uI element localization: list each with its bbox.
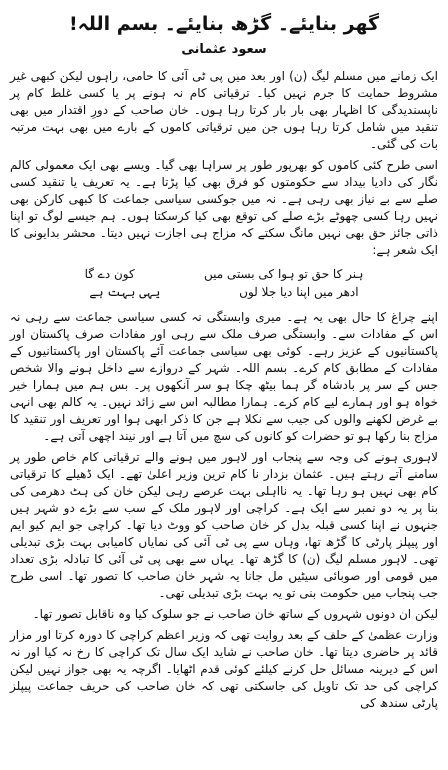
paragraph-4: لاہوری ہونے کی وجہ سے پنجاب اور لاہور میں ہونے والے ترقیاتی کام خاص طور پر سامنے آتے رہتے ہیں۔ عثمان بزدار نا کام ترین وزیر اعلیٰ تھے۔ ایک ڈھیلے کا ترقیاتی کام بھی نہیں ہو رہا تھا۔ یہ نااہلی بہت عرصے رہی لیکن خان کی ہٹ دھرمی کی بنا پر یہ دو نمبر سے ایک ہے۔ کراچی اور لاہور ملک کے سب سے بڑے دو شہر ہیں جنہوں نے اپنا کسی قبلہ بدل کر خان صاحب کو ووٹ دیا تھا۔ کراچی جو ایم کیو ایم اور پیپلز پارٹی کا گڑھ تھا، وہاں سے پی ٹی آئی کی نمایاں کامیابی بہت بڑی تبدیلی تھی۔ لاہور مسلم لیگ (ن) کا گڑھ تھا۔ یہاں سے بھی پی ٹی آئی کا تبادلہ بڑی تعداد میں قومی اور صوبائی سیٹیں مل جانا یہ شہر خان صاحب کا تصور تھا۔ اسی طرح جب پنجاب میں حکومت بنی تو یہ بہت بڑی تبدیلی تھی۔: [10, 450, 438, 600]
poem-couplet: [10, 265, 438, 301]
paragraph-2: اسی طرح کئی کاموں کو بھرپور طور پر سراہا بھی گیا۔ ویسے بھی ایک معمولی کالم نگار کی دادیا بیداد سے حکومتوں کو فرق بھی کیا پڑتا ہے۔ یہ تعریف یا تنقید کسی صلے سے بے نیاز بھی رہی ہے۔ نہ میں جوکسی سیاسی جماعت کا کبھی کارکن بھی نہیں رہا کسی چھوٹے بڑے صلے کی توقع بھی کیا کرسکتا ہوں۔ ہم جیسے لوگ تو اپنا ذاتی جائز حق بھی نہیں مانگ سکتے کہ مزاج ہی اجازت نہیں دیتا۔ محشر بدایونی کا ایک شعر ہے:: [10, 158, 438, 257]
poem-hemistich: ادھر میں اپنا دیا جلا لوں: [239, 285, 359, 299]
poem-hemistich: یہی بہت ہے: [89, 285, 161, 299]
poem-hemistich: ہنر کا حق تو ہوا کی بستی میں: [203, 267, 364, 281]
poem-hemistich: کون دے گا: [84, 267, 135, 281]
article-title: گھر بنایئے۔ گڑھ بنایئے۔ بسم اللہ!: [68, 13, 380, 35]
poem-line-2: [10, 283, 438, 301]
author-name: سعود عثمانی: [181, 42, 267, 57]
poem-line-1: [10, 265, 438, 283]
paragraph-3: اپنے چراغ کا حال بھی یہ ہے۔ میری وابستگی نہ کسی سیاسی جماعت سے رہی نہ اس کے مفادات سے۔ وابستگی صرف ملک سے رہی اور مفادات صرف پاکستان اور پاکستانیوں کے عزیز رہے۔ کوئی بھی سیاسی جماعت آئے پاکستان اور پاکستانیوں کے مفادات کے مطابق کام کرے۔ بسم اللہ۔ شہر کے دروازے سے داخل ہونے والا شخص جس کے سر پر بادشاہ گر ہما بیٹھ چکا ہو سر آنکھوں پر۔ بس ہم میں ہمارا خیر خواہ ہو اور ہمارے لیے کام کرے۔ ہمارا مطالبہ اس سے زائد نہیں۔ یہ کالم بھی انہی بے غرض لکھنے والوں کی جیب سے نکلا ہے جن کا ذکر ابھی ہوا اور تعریف اور تنقید کا مزاج بنا رکھا ہو تو حضرات کو کانوں کی سچ میں آتا ہے اور نیند اچھی آتی ہے۔: [10, 310, 438, 443]
paragraph-5: لیکن ان دونوں شہروں کے ساتھ خان صاحب نے جو سلوک کیا وہ ناقابل تصور تھا۔: [32, 607, 438, 621]
paragraph-6: وزارت عظمیٰ کے حلف کے بعد روایت تھی کہ وزیر اعظم کراچی کا دورہ کرتا اور مزار قائد پر حاضری دیتا تھا۔ خان صاحب نے شاید ایک سال تک کراچی کا رخ نہ کیا اور نہ اس کے دیرینہ مسائل حل کرنے کیلئے کوئی قدم اٹھایا۔ اگرچہ یہ بھی جواز نہیں لیکن کراچی کی حد تک تاویل کی جاسکتی تھی کہ خان صاحب کی حریف جماعت پیپلز پارٹی سندھ کی: [10, 628, 438, 710]
paragraph-1: ایک زمانے میں مسلم لیگ (ن) اور بعد میں پی ٹی آئی کا حامی، راہوں لیکن کبھی غیر مشروط حمایت کا جرم نہیں کیا۔ ترقیاتی کام نہ ہونے پر یا کسی غلط کام پر ناپسندیدگی کا اظہار بھی بار بار کرتا رہا ہوں۔ خان صاحب کے دورِ اقتدار میں بھی تنقید میں شامل کرتا رہا ہوں جن میں ترقیاتی کاموں کے بارے میں بھی بہت مرتبہ بات کی گئی۔: [10, 69, 438, 151]
